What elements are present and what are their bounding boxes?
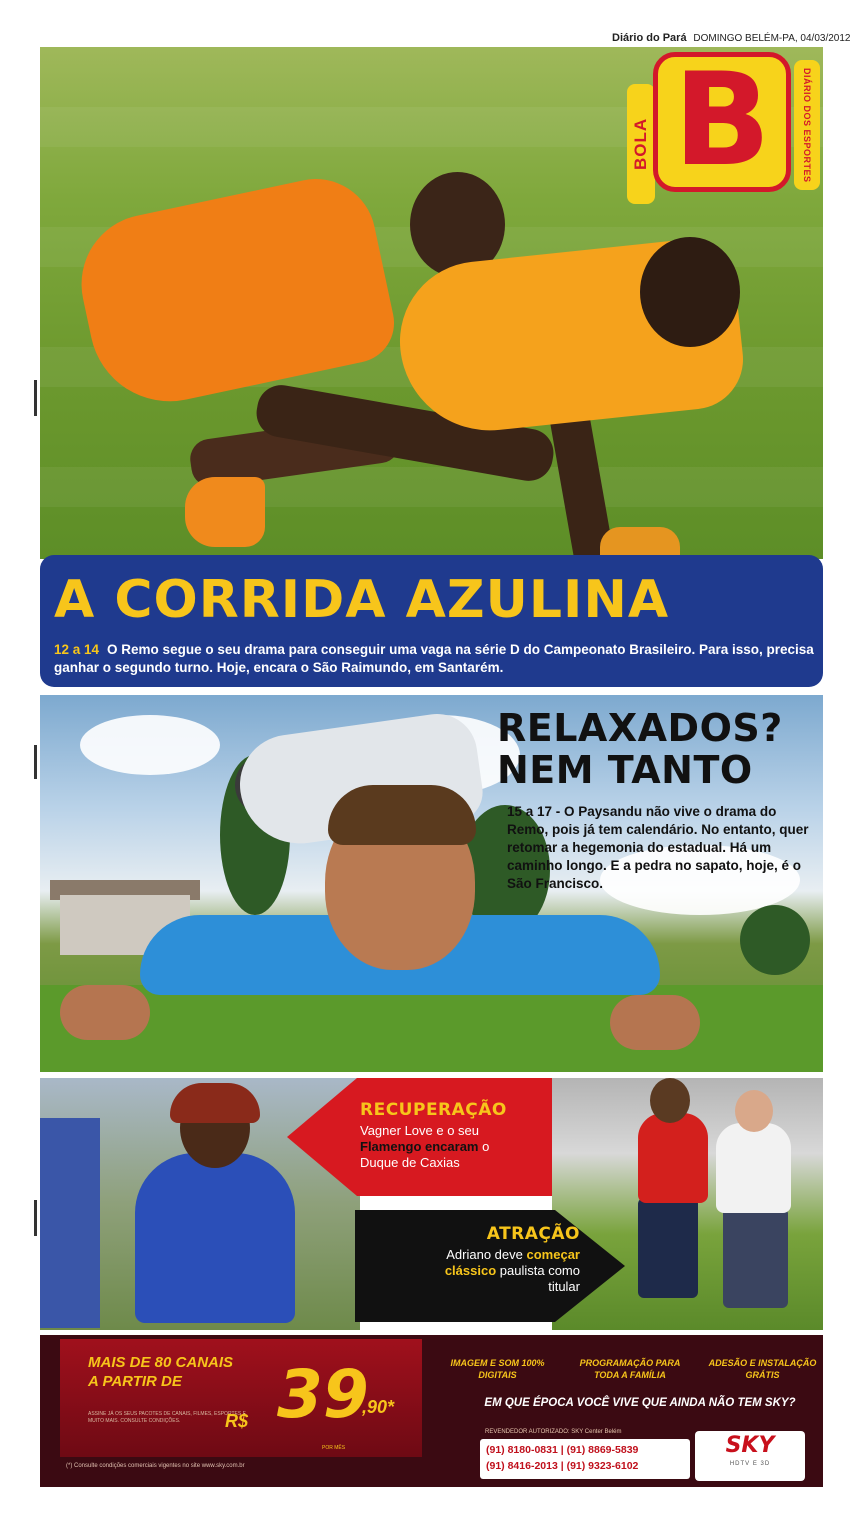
ad-phone-line: (91) 8416-2013 | (91) 9323-6102 (486, 1460, 639, 1472)
paysandu-photo (40, 695, 823, 1072)
ad-dealer: REVENDEDOR AUTORIZADO: SKY Center Belém (485, 1429, 622, 1435)
headline-pages: 12 a 14 (54, 642, 100, 657)
ad-feature: PROGRAMAÇÃO PARA TODA A FAMÍLIA (579, 1358, 681, 1380)
recuperacao-box (360, 1100, 552, 1171)
recuperacao-text-c: Duque de Caxias (360, 1155, 460, 1170)
ad-canais-line2: A PARTIR DE (88, 1373, 182, 1390)
player-blue-shirt (135, 1153, 295, 1323)
atracao-text-a: Adriano deve (446, 1247, 523, 1262)
atracao-text (370, 1247, 580, 1295)
headline-panel (40, 555, 823, 687)
bottom-strip (40, 1078, 823, 1330)
ad-price-decimal: ,90* (362, 1397, 395, 1417)
masthead-place-date: BELÉM-PA, 04/03/2012 (745, 33, 851, 44)
recuperacao-text-bold: Flamengo encaram (360, 1139, 479, 1154)
logo-b-letter: B (653, 52, 791, 192)
ad-per-month: POR MÊS (322, 1445, 346, 1451)
page-edge-mark (34, 380, 37, 416)
ad-price: 39 (277, 1356, 369, 1433)
recuperacao-title: RECUPERAÇÃO (360, 1100, 507, 1120)
masthead-day: DOMINGO (693, 33, 743, 44)
player-hand (610, 995, 700, 1050)
ad-canais (88, 1353, 288, 1391)
page-edge-mark (34, 745, 37, 779)
recuperacao-text (360, 1123, 552, 1171)
player-hand (60, 985, 150, 1040)
paysandu-title-line2: NEM TANTO (497, 748, 753, 792)
masthead (612, 32, 851, 44)
paysandu-title (497, 707, 823, 791)
sky-logo-text: SKY (725, 1433, 775, 1458)
headline-text: O Remo segue o seu drama para conseguir uma vaga na série D do Campeonato Brasileiro. Para isso, precisa ganhar o segundo turno. Hoje, encara o São Raimundo, em Santarém. (54, 642, 814, 675)
coach-head (735, 1090, 773, 1132)
paysandu-title-line1: RELAXADOS? (497, 706, 783, 750)
atracao-box (370, 1224, 580, 1295)
page-edge-mark (34, 1200, 37, 1236)
paysandu-body: 15 a 17 - O Paysandu não vive o drama do Remo, pois já tem calendário. No entanto, quer retomar a hegemonia do estadual. Há um caminho longo. E a pedra no sapato, hoje, é o São Francisco. (507, 804, 809, 891)
player-red-shirt (638, 1113, 708, 1203)
player-hair (328, 785, 476, 845)
recuperacao-text-b: o (482, 1139, 490, 1154)
ad-footnote: (*) Consulte condições comerciais vigentes no site www.sky.com.br (66, 1463, 245, 1469)
coach-white-shirt (716, 1123, 791, 1213)
ad-small-print: ASSINE JÁ OS SEUS PACOTES DE CANAIS, FILMES, ESPORTES E MUITO MAIS. CONSULTE CONDIÇÕES. (88, 1411, 246, 1424)
ad-currency: R$ (225, 1411, 249, 1431)
ad-question: EM QUE ÉPOCA VOCÊ VIVE QUE AINDA NÃO TEM SKY? (484, 1397, 796, 1409)
atracao-text-c: titular (548, 1279, 580, 1294)
atracao-text-b: paulista como (499, 1263, 580, 1278)
player-head (640, 237, 740, 347)
player-head (650, 1078, 690, 1123)
ad-features (440, 1357, 820, 1381)
ad-phone-line: (91) 8180-0831 | (91) 8869-5839 (486, 1444, 639, 1456)
ad-phones (480, 1439, 690, 1479)
logo-diario-text: DIÁRIO DOS ESPORTES (794, 60, 820, 190)
sky-advertisement (40, 1335, 823, 1487)
player-hair (170, 1083, 260, 1123)
bola-logo (623, 46, 823, 195)
ad-feature: IMAGEM E SOM 100% DIGITAIS (450, 1358, 545, 1380)
player-shoe (185, 477, 265, 547)
sky-logo (695, 1431, 805, 1481)
ad-canais-line1: MAIS DE 80 CANAIS (88, 1354, 234, 1371)
paper-name: Diário do Pará (612, 32, 687, 44)
sky-logo-sub: HDTV E 3D (729, 1461, 771, 1467)
ad-feature: ADESÃO E INSTALAÇÃO GRÁTIS (708, 1358, 817, 1380)
headline-title: A CORRIDA AZULINA (54, 570, 670, 630)
recuperacao-text-a: Vagner Love e o seu (360, 1123, 480, 1138)
atracao-title: ATRAÇÃO (486, 1224, 580, 1244)
atracao-text-bold2: clássico (444, 1263, 497, 1278)
headline-body (54, 641, 814, 677)
atracao-text-bold1: começar (526, 1247, 580, 1262)
logo-bola-text: BOLA (627, 84, 655, 204)
